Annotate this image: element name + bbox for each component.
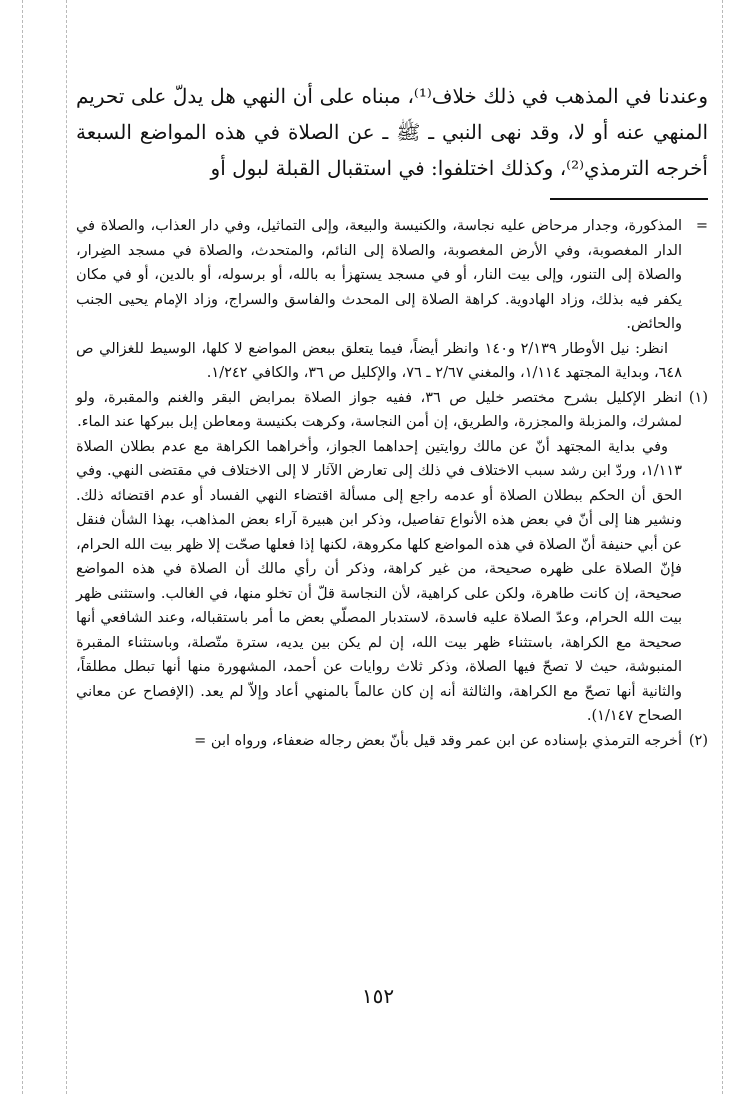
continuation-text: المذكورة، وجدار مرحاض عليه نجاسة، والكنيسة والبيعة، وإلى التماثيل، وفي دار العذاب، والصلاة في الدار المغصوبة، وفي الأرض المغصوبة، والصلاة إلى النائم، والمتحدث، والصلاة في مسجد الضِرار، والصلاة إلى التنور، وإلى بيت النار، أو في مسجد يستهزأ به بالله، أو برسوله، أو بالدين، أو في مكان يكفر فيه بذلك، وزاد الهادوية. كراهة الصلاة إلى المحدث والفاسق والسراج، وزاد الإمام يحيى الجنب والحائض. bbox=[76, 218, 682, 332]
right-margin-guide bbox=[722, 0, 723, 1094]
footnote-2 bbox=[76, 729, 708, 754]
footnote-1-mark: (١) bbox=[688, 389, 708, 406]
inner-left-guide bbox=[66, 0, 67, 1094]
footnote-1 bbox=[76, 386, 708, 435]
footnote-1-continuation: وفي بداية المجتهد أنّ عن مالك روايتين إحداهما الجواز، وأخراهما الكراهة مع عدم بطلان الصلاة ١/١١٣، وردّ ابن رشد سبب الاختلاف في ذلك إلى تعارض الآثار لا إلى الاختلاف في مقتضى النهي. وفي الحق أن الحكم ببطلان الصلاة أو عدمه راجع إلى مسألة اقتضاء النهي الفساد أو عدم اقتضائه ذلك. ونشير هنا إلى أنّ في بعض هذه الأنواع تفاصيل، وذكر ابن هبيرة آراء بعض المذاهب، بهذا الشأن فنقل عن أبي حنيفة أنّ الصلاة في هذه المواضع كلها مكروهة، لكنها إذا فعلها صحّت إلا ظهر بيت الله الحرام، فإنّ الصلاة على ظهره صحيحة، من غير كراهة، وذكر أن رأي مالك أن الصلاة في هذه المواضع صحيحة، إن كانت طاهرة، ولكن على كراهية، لأن النجاسة قلّ أن تخلو منها، في الغالب. واستثنى ظهر بيت الله الحرام، وعدّ الصلاة عليه فاسدة، لاستدبار المصلّي بعض ما أمر باستقباله، وعند الشافعي أنها صحيحة مع الكراهة، باستثناء ظهر بيت الله، إن لم يكن بين يديه، سترة متّصلة، وباستثناء المقبرة المنبوشة، حيث لا تصحّ فيها الصلاة، وذكر ثلاث روايات عن أحمد، المشهورة منها أنها تبطل مطلقاً، والثانية أنها تصحّ مع الكراهة، والثالثة أنه إن كان عالماً بالمنهي أعاد وإلاّ لم يعد. (الإفصاح عن معاني الصحاح ١/١٤٧). bbox=[76, 438, 682, 724]
footnote-continuation bbox=[76, 214, 708, 337]
footnote-reference: انظر: نيل الأوطار ٢/١٣٩ و١٤٠ وانظر أيضاً، فيما يتعلق ببعض المواضع لا كلها، الوسيط للغزالي ص ٦٤٨، وبداية المجتهد ١/١١٤، والمغني ٢/٦٧ ـ ٧٦، والإكليل ص ٣٦، والكافي ١/٢٤٢. bbox=[76, 340, 682, 381]
continuation-mark: = bbox=[695, 218, 708, 234]
footnote-separator bbox=[550, 198, 708, 200]
footnote-2-mark: (٢) bbox=[688, 732, 708, 749]
main-paragraph: وعندنا في المذهب في ذلك خلاف⁽¹⁾، مبناه على أن النهي هل يدلّ على تحريم المنهي عنه أو لا، وقد نهى النبي ـ ﷺ ـ عن الصلاة في هذه المواضع السبعة أخرجه الترمذي⁽²⁾، وكذلك اختلفوا: في استقبال القبلة لبول أو bbox=[76, 84, 708, 180]
left-margin-guide bbox=[22, 0, 23, 1094]
main-text bbox=[76, 78, 708, 186]
page-number: ١٥٢ bbox=[361, 984, 395, 1008]
page-content bbox=[76, 78, 708, 753]
footnote-1-text: انظر الإكليل بشرح مختصر خليل ص ٣٦، ففيه جواز الصلاة بمرابض البقر والغنم والمقبرة، ولو لمشرك، والمزبلة والمجزرة، والطريق، إن أمن النجاسة، وكرهت بكنيسة ومعاطن إبل ببركها عند الماء. bbox=[76, 389, 683, 430]
footnote-2-text: أخرجه الترمذي بإسناده عن ابن عمر وقد قيل بأنّ بعض رجاله ضعفاء، ورواه ابن = bbox=[194, 732, 682, 749]
footnotes bbox=[76, 214, 708, 753]
